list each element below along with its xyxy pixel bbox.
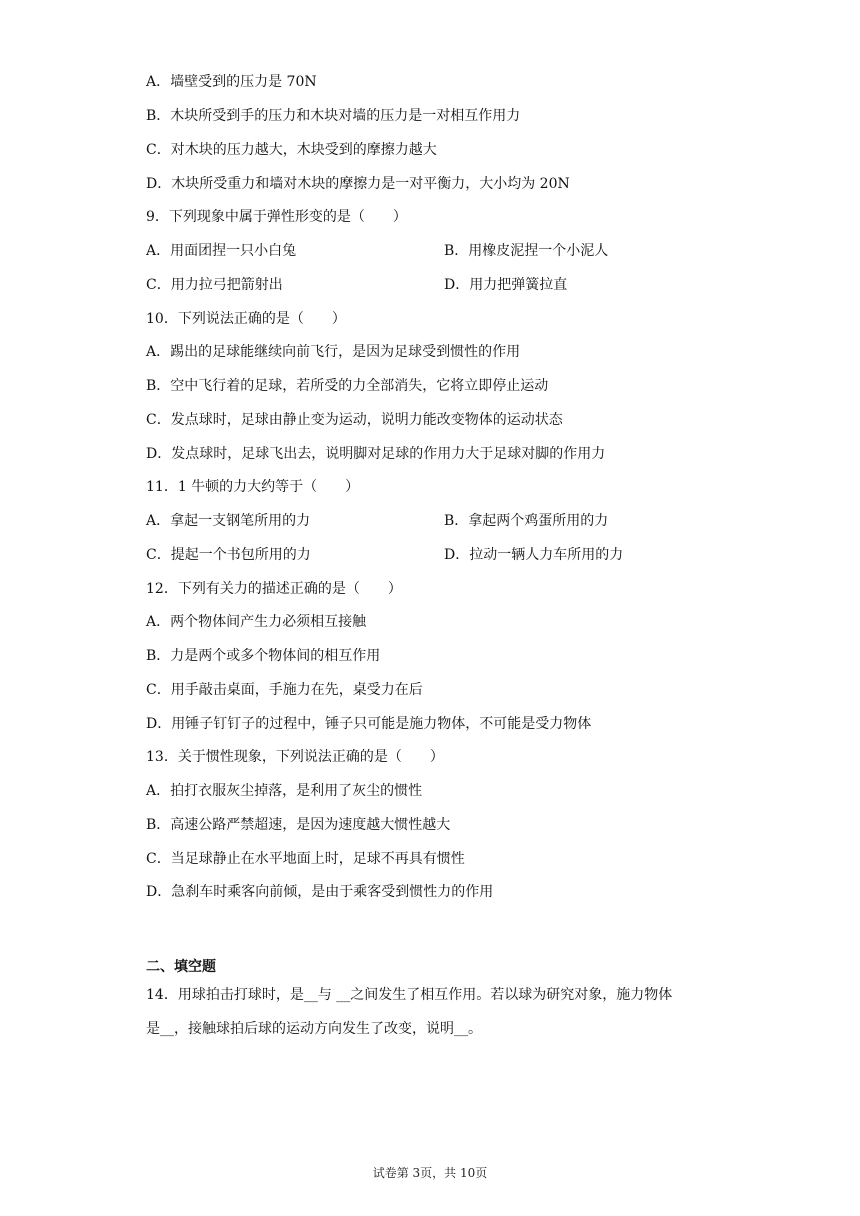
q12-stem: 12．下列有关力的描述正确的是（ ） [146, 581, 402, 597]
q13-stem: 13．关于惯性现象，下列说法正确的是（ ） [146, 749, 444, 765]
q8-option-a: A．墙壁受到的压力是 70N [146, 74, 317, 90]
q8-option-c: C．对木块的压力越大，木块受到的摩擦力越大 [146, 142, 437, 158]
q11-option-d: D．拉动一辆人力车所用的力 [444, 547, 624, 563]
q14-line-2: 是__，接触球拍后球的运动方向发生了改变，说明__。 [146, 1021, 482, 1037]
q13-option-a: A．拍打衣服灰尘掉落，是利用了灰尘的惯性 [146, 783, 423, 799]
q9-stem: 9．下列现象中属于弹性形变的是（ ） [146, 209, 407, 225]
page-footer: 试卷第 3页，共 10页 [372, 1166, 488, 1180]
q13-option-d: D．急刹车时乘客向前倾，是由于乘客受到惯性力的作用 [146, 884, 494, 900]
q9-option-a: A．用面团捏一只小白兔 [146, 243, 297, 259]
q11-option-a: A．拿起一支钢笔所用的力 [146, 513, 311, 529]
q10-option-d: D．发点球时，足球飞出去，说明脚对足球的作用力大于足球对脚的作用力 [146, 446, 606, 462]
q11-option-c: C．提起一个书包所用的力 [146, 547, 311, 563]
q9-option-c: C．用力拉弓把箭射出 [146, 277, 283, 293]
q9-option-b: B．用橡皮泥捏一个小泥人 [444, 243, 609, 259]
q12-option-d: D．用锤子钉钉子的过程中，锤子只可能是施力物体，不可能是受力物体 [146, 716, 592, 732]
q10-stem: 10．下列说法正确的是（ ） [146, 311, 346, 327]
q10-option-b: B．空中飞行着的足球，若所受的力全部消失，它将立即停止运动 [146, 378, 549, 394]
q12-option-b: B．力是两个或多个物体间的相互作用 [146, 648, 381, 664]
q11-stem: 11．1 牛顿的力大约等于（ ） [146, 479, 360, 495]
q8-option-b: B．木块所受到手的压力和木块对墙的压力是一对相互作用力 [146, 108, 521, 124]
q13-option-b: B．高速公路严禁超速，是因为速度越大惯性越大 [146, 817, 451, 833]
q11-option-b: B．拿起两个鸡蛋所用的力 [444, 513, 609, 529]
q9-option-d: D．用力把弹簧拉直 [444, 277, 568, 293]
q12-option-a: A．两个物体间产生力必须相互接触 [146, 614, 367, 630]
q13-option-c: C．当足球静止在水平地面上时，足球不再具有惯性 [146, 851, 465, 867]
q10-option-c: C．发点球时，足球由静止变为运动，说明力能改变物体的运动状态 [146, 412, 563, 428]
q8-option-d: D．木块所受重力和墙对木块的摩擦力是一对平衡力，大小均为 20N [146, 176, 570, 192]
q14-line-1: 14．用球拍击打球时，是__与 __之间发生了相互作用。若以球为研究对象，施力物体 [146, 987, 673, 1003]
section-heading-fill-in: 二、填空题 [146, 959, 216, 975]
q12-option-c: C．用手敲击桌面，手施力在先，桌受力在后 [146, 682, 423, 698]
q10-option-a: A．踢出的足球能继续向前飞行，是因为足球受到惯性的作用 [146, 344, 521, 360]
